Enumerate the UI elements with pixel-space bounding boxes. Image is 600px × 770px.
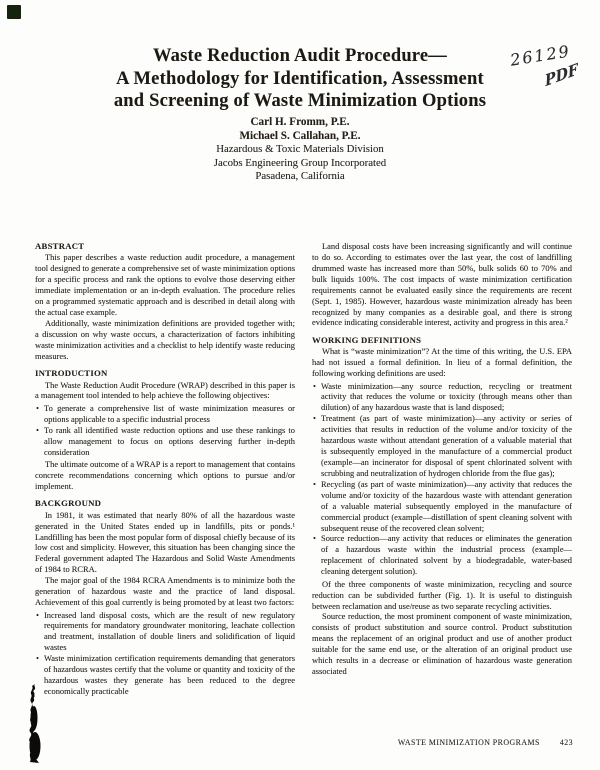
right-column <box>312 241 572 698</box>
footer-journal-title: WASTE MINIMIZATION PROGRAMS <box>397 738 540 747</box>
bullet-item: • Waste minimization—any source reduction, recycling or treatment activity that reduces the volume or toxicity (through means other than dilution) of any hazardous waste that is land disposed; <box>312 381 572 414</box>
authors-block <box>0 116 600 184</box>
body-paragraph: Of the three components of waste minimization, recycling and source reduction can be subdivided further (Fig. 1). It is useful to distinguish between reclamation and use/reuse as two separate recycling activities. <box>312 578 572 611</box>
introduction-paragraph: The ultimate outcome of a WRAP is a report to management that contains concrete recommendations concerning which options to pursue and/or implement. <box>35 459 295 491</box>
handwritten-pdf-label: PDF <box>543 59 580 91</box>
handwritten-annotation <box>508 41 600 91</box>
background-bullet-list <box>35 610 295 697</box>
bullet-item: • Recycling (as part of waste minimization)—any activity that reduces the volume and/or toxicity of the hazardous waste with attendant generation of a valuable material subsequently employed in the manufacture of commercial product (example—distillation of spent cleaning solvent with subsequent reuse of the recovered clean solvent; <box>312 479 572 534</box>
scan-corner-artifact <box>7 5 21 19</box>
introduction-paragraph: The Waste Reduction Audit Procedure (WRAP) described in this paper is a management tool intended to help achieve the following objectives: <box>35 379 295 401</box>
bullet-item: • To generate a comprehensive list of waste minimization measures or options applicable to a specific industrial process <box>35 403 295 425</box>
bullet-item: • Increased land disposal costs, which are the result of new regulatory requirements for mandatory groundwater monitoring, leachate collection and treatment, installation of double liners and solidification of liquid wastes <box>35 610 295 654</box>
author-name: Carl H. Fromm, P.E. <box>250 116 350 128</box>
affiliation-line: Pasadena, California <box>255 170 345 183</box>
affiliation-line: Hazardous & Toxic Materials Division <box>216 143 384 156</box>
affiliation-line: Jacobs Engineering Group Incorporated <box>213 156 387 169</box>
background-paragraph: In 1981, it was estimated that nearly 80% of all the hazardous waste generated in the United States ended up in landfills, pits or ponds.¹ Landfilling has been the most popular form of disposal chiefly because of its low cost and simplicity. However, this situation has been changing since the Federal government adapted The Hazardous and Solid Waste Amendments of 1984 to RCRA. <box>35 509 295 575</box>
background-paragraph: The major goal of the 1984 RCRA Amendments is to minimize both the generation of hazardous waste and the practice of land disposal. Achievement of this goal currently is being promoted by at least two factors: <box>35 575 295 608</box>
title-line-3: and Screening of Waste Minimization Options <box>113 91 487 111</box>
background-heading: BACKGROUND <box>35 498 102 509</box>
bullet-item: • Source reduction—any activity that reduces or eliminates the generation of a hazardous waste within the industrial process (example—replacement of chlorinated solvent by a biodegradable, water-based cleaning detergent solution). <box>312 533 572 577</box>
title-line-1: Waste Reduction Audit Procedure— <box>152 46 447 66</box>
ink-smudge-artifact <box>26 684 46 764</box>
body-paragraph: Land disposal costs have been increasing significantly and will continue to do so. According to estimates over the last year, the cost of landfilling drummed waste has increased more than 50%, bulk solids 60 to 70% and bulk liquids 100%. The cost impacts of waste minimization certification requirements cannot be evaluated easily since the requirements are recent (Sept. 1, 1985). However, hazardous waste minimization already has been recognized by many companies as a desirable goal, and there is strong evidence indicating considerable interest, activity and progress in this area.² <box>312 241 572 328</box>
abstract-heading: ABSTRACT <box>35 241 85 251</box>
abstract-paragraph: Additionally, waste minimization definitions are provided together with; a discussion on why waste occurs, a characterization of factors inhibiting waste minimization activities and a checklist to help identify waste reducing measures. <box>35 317 295 361</box>
body-paragraph: Source reduction, the most prominent component of waste minimization, consists of product substitution and source control. Product substitution means the replacement of an original product and use of another product suitable for the same end use, or the alteration of an original product use which results in a decrease or elimination of hazardous waste generation associated <box>312 611 572 677</box>
running-footer <box>0 738 573 747</box>
handwritten-number: 26129 <box>508 41 573 70</box>
bullet-item: • Waste minimization certification requirements demanding that generators of hazardous wastes certify that the volume or quantity and toxicity of the hazardous wastes they generate has been reduced to the degree economically practicable <box>35 653 295 697</box>
bullet-item: • Treatment (as part of waste minimization)—any activity or series of activities that results in reduction of the volume and/or toxicity of the hazardous waste without attendant generation of a valuable material that is subsequently employed in the manufacture of a commercial product (example—an incinerator for disposal of spent chlorinated solvent with scrubbing and neutralization of hydrogen chloride from the flue gas); <box>312 413 572 479</box>
title-line-2: A Methodology for Identification, Assessment <box>116 68 484 89</box>
two-column-body <box>35 241 572 698</box>
introduction-bullet-list <box>35 403 295 458</box>
introduction-heading: INTRODUCTION <box>35 368 108 379</box>
working-definitions-heading: WORKING DEFINITIONS <box>312 334 422 345</box>
footer-page-number: 423 <box>559 738 573 747</box>
definitions-paragraph: What is “waste minimization”? At the time of this writing, the U.S. EPA had not issued a formal definition. In lieu of a formal definition, the following working definitions are used: <box>312 346 572 379</box>
bullet-item: • To rank all identified waste reduction options and use these rankings to allow management to focus on options deserving further in-depth consideration <box>35 425 295 458</box>
abstract-paragraph: This paper describes a waste reduction audit procedure, a management tool designed to generate a comprehensive set of waste minimization options for a specific process and rank the options to evolve those deserving either immediate implementation or an in-depth evaluation. The procedure relies on a programmed systematic approach and is described in detail along with the actual case example. <box>35 252 295 318</box>
left-column <box>35 241 295 698</box>
definitions-bullet-list <box>312 381 572 578</box>
author-name: Michael S. Callahan, P.E. <box>239 129 361 142</box>
